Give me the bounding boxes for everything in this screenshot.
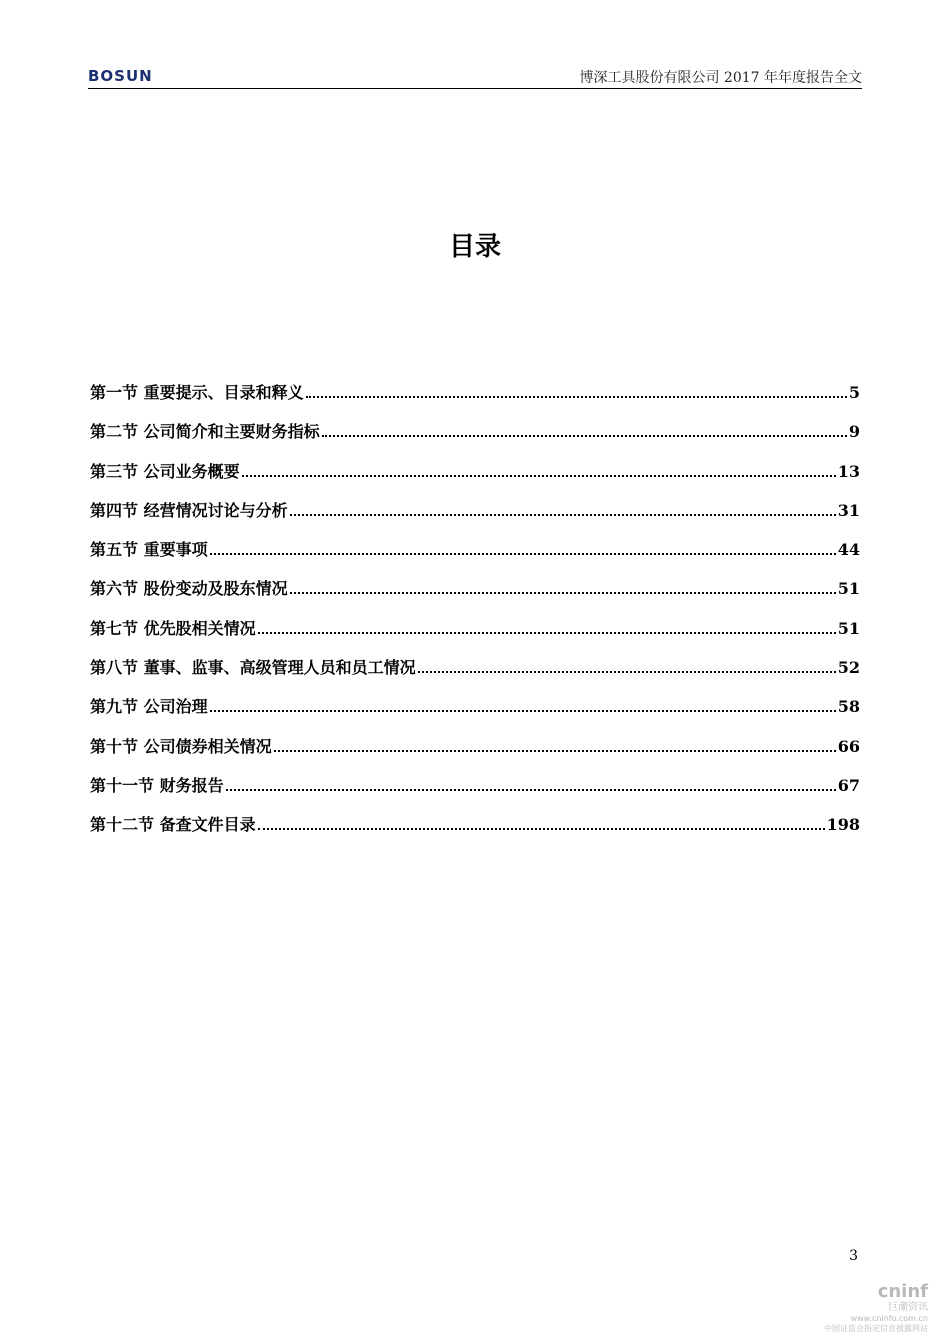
toc-entry-page: 51 [837, 579, 860, 599]
page-header [88, 64, 862, 89]
toc-entry-page: 9 [848, 422, 860, 442]
toc-leader-dots [258, 620, 836, 634]
toc-entry-label: 第一节 重要提示、目录和释义 [90, 383, 304, 402]
toc-entry-label: 第三节 公司业务概要 [90, 461, 240, 481]
toc-entry[interactable] [90, 380, 860, 419]
toc-entry-page: 58 [837, 697, 860, 717]
watermark-url: www.cninfo.com.cn [850, 1314, 928, 1323]
toc-entry-page: 13 [837, 461, 860, 481]
toc-entry-label: 第五节 重要事项 [90, 540, 208, 560]
toc-leader-dots [210, 698, 836, 712]
toc-entry-page: 44 [837, 540, 860, 560]
toc-entry-label: 第九节 公司治理 [90, 697, 208, 717]
toc-leader-dots [242, 463, 836, 477]
toc-leader-dots [290, 502, 836, 516]
toc-entry-label: 第十二节 备查文件目录 [90, 815, 256, 835]
toc-entry-page: 67 [837, 775, 860, 795]
cninfo-watermark [824, 1283, 928, 1334]
toc-entry-label: 第十节 公司债券相关情况 [90, 736, 272, 756]
toc-leader-dots [322, 423, 847, 437]
toc-entry[interactable] [90, 537, 860, 576]
toc-leader-dots [210, 541, 836, 555]
toc-entry[interactable] [90, 459, 860, 498]
toc-leader-dots [274, 738, 836, 752]
toc-entry-page: 5 [848, 383, 860, 402]
toc-leader-dots [258, 816, 825, 830]
toc-entry-page: 198 [826, 815, 860, 835]
header-title: 博深工具股份有限公司 2017 年年度报告全文 [579, 70, 862, 86]
toc-entry-label: 第七节 优先股相关情况 [90, 618, 256, 638]
toc-entry[interactable] [90, 655, 860, 694]
company-logo: BOSUN [88, 67, 153, 85]
toc-entry[interactable] [90, 694, 860, 733]
watermark-subtitle: 中国证监会指定信息披露网站 [824, 1324, 928, 1333]
toc-leader-dots [226, 777, 836, 791]
toc-entry-page: 31 [837, 500, 860, 520]
toc-entry-page: 51 [837, 618, 860, 638]
page-title: 目录 [448, 232, 501, 262]
toc-entry-label: 第四节 经营情况讨论与分析 [90, 500, 288, 520]
watermark-cn-name: 巨潮资讯 [888, 1302, 928, 1313]
table-of-contents [90, 380, 860, 852]
toc-entry[interactable] [90, 498, 860, 537]
toc-entry[interactable] [90, 616, 860, 655]
toc-entry[interactable] [90, 734, 860, 773]
toc-entry[interactable] [90, 773, 860, 812]
toc-entry-label: 第二节 公司简介和主要财务指标 [90, 422, 320, 442]
toc-entry-label: 第八节 董事、监事、高级管理人员和员工情况 [90, 658, 416, 678]
toc-leader-dots [418, 659, 836, 673]
toc-entry[interactable] [90, 419, 860, 458]
toc-entry-page: 66 [837, 736, 860, 756]
watermark-brand: cninf [877, 1281, 928, 1302]
toc-entry[interactable] [90, 812, 860, 851]
toc-entry-page: 52 [837, 658, 860, 678]
toc-entry[interactable] [90, 576, 860, 615]
page-number: 3 [849, 1248, 858, 1264]
toc-leader-dots [290, 580, 836, 594]
toc-leader-dots [306, 384, 847, 398]
toc-entry-label: 第六节 股份变动及股东情况 [90, 579, 288, 599]
toc-entry-label: 第十一节 财务报告 [90, 775, 224, 795]
